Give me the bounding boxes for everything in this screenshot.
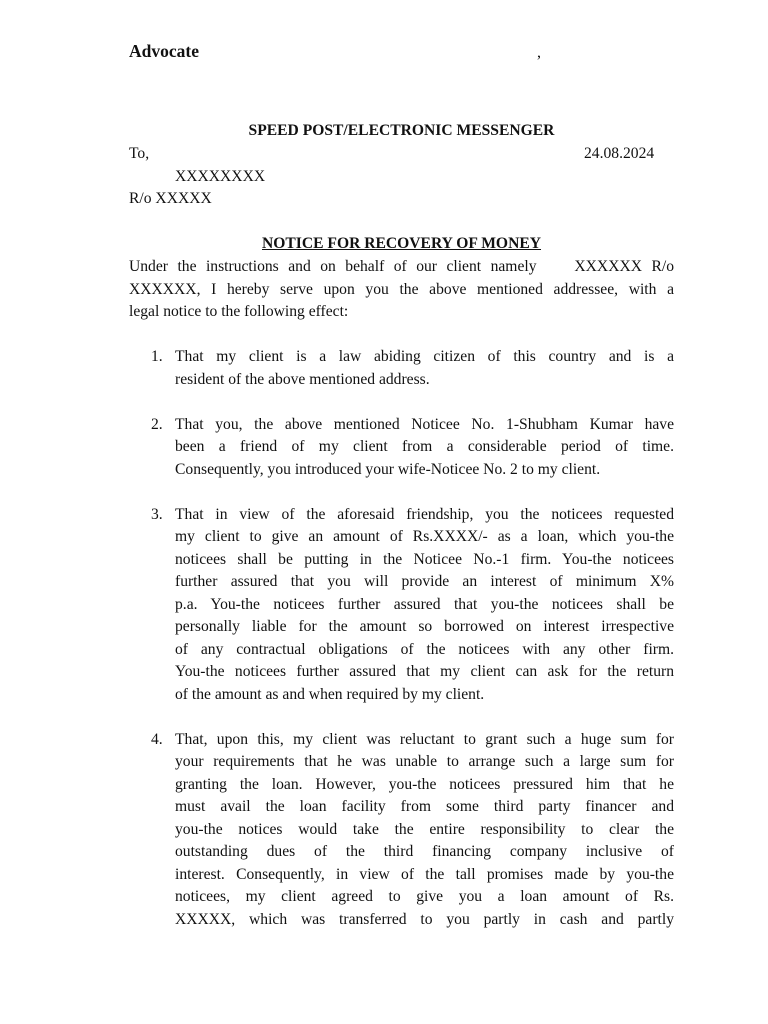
advocate-title: Advocate	[129, 41, 199, 61]
intro-line: legal notice to the following effect:	[129, 303, 349, 320]
point-text	[175, 729, 674, 932]
letterhead	[129, 40, 549, 66]
point-number: 4.	[151, 730, 163, 748]
point-line: outstanding dues of the third financing company inclusive of	[175, 843, 674, 860]
point-number: 3.	[151, 505, 163, 523]
point-line: You-the noticees further assured that my client can ask for the return	[175, 663, 674, 680]
notice-point	[129, 414, 674, 482]
point-line: further assured that you will provide an interest of minimum X%	[175, 573, 674, 590]
point-text	[175, 414, 674, 482]
point-text	[175, 504, 674, 707]
notice-subject: NOTICE FOR RECOVERY OF MONEY	[262, 235, 541, 252]
notice-point	[129, 504, 674, 707]
point-line: granting the loan. However, you-the noticees pressured him that he	[175, 775, 674, 793]
point-line: Consequently, you introduced your wife-Noticee No. 2 to my client.	[175, 460, 601, 478]
point-line: resident of the above mentioned address.	[175, 370, 430, 388]
point-line: That my client is a law abiding citizen of this country and is a	[175, 348, 674, 365]
point-text	[175, 346, 674, 391]
point-line: been a friend of my client from a considerable period of time.	[175, 438, 674, 455]
notice-point	[129, 729, 674, 932]
notice-points-list	[129, 346, 674, 954]
point-line: of any contractual obligations of the noticees with any other firm.	[175, 640, 674, 658]
point-line: noticees shall be putting in the Noticee No.-1 firm. You-the noticees	[175, 550, 674, 568]
notice-point	[129, 346, 674, 391]
point-line: interest. Consequently, in view of the tall promises made by you-the	[175, 865, 674, 883]
delivery-mode-heading: SPEED POST/ELECTRONIC MESSENGER	[248, 122, 555, 139]
point-line: my client to give an amount of Rs.XXXX/- as a loan, which you-the	[175, 528, 674, 545]
point-line: noticees, my client agreed to give you a loan amount of Rs.	[175, 888, 674, 905]
point-line: That in view of the aforesaid friendship, you the noticees requested	[175, 505, 674, 523]
point-line: of the amount as and when required by my client.	[175, 685, 485, 703]
notice-date: 24.08.2024	[584, 145, 655, 162]
point-line: XXXXX, which was transferred to you partly in cash and partly	[175, 910, 674, 928]
point-line: That you, the above mentioned Noticee No. 1-Shubham Kumar have	[175, 415, 674, 433]
intro-line: Under the instructions and on behalf of our client namely XXXXXX R/o	[129, 258, 674, 275]
intro-line: XXXXXX, I hereby serve upon you the above mentioned addressee, with a	[129, 280, 674, 298]
point-line: p.a. You-the noticees further assured that you-the noticees shall be	[175, 595, 674, 613]
point-line: personally liable for the amount so borrowed on interest irrespective	[175, 618, 674, 635]
addressee-name: XXXXXXXX	[175, 168, 266, 185]
addressee-residence: R/o XXXXX	[129, 190, 212, 207]
point-line: That, upon this, my client was reluctant to grant such a huge sum for	[175, 730, 674, 748]
point-line: your requirements that he was unable to arrange such a large sum for	[175, 753, 674, 770]
point-line: must avail the loan facility from some third party financer and	[175, 798, 674, 815]
to-label: To,	[129, 145, 150, 162]
point-number: 1.	[151, 348, 163, 365]
letterhead-comma: ,	[537, 44, 541, 61]
point-number: 2.	[151, 415, 163, 433]
point-line: you-the notices would take the entire responsibility to clear the	[175, 820, 674, 838]
intro-paragraph	[129, 256, 674, 324]
